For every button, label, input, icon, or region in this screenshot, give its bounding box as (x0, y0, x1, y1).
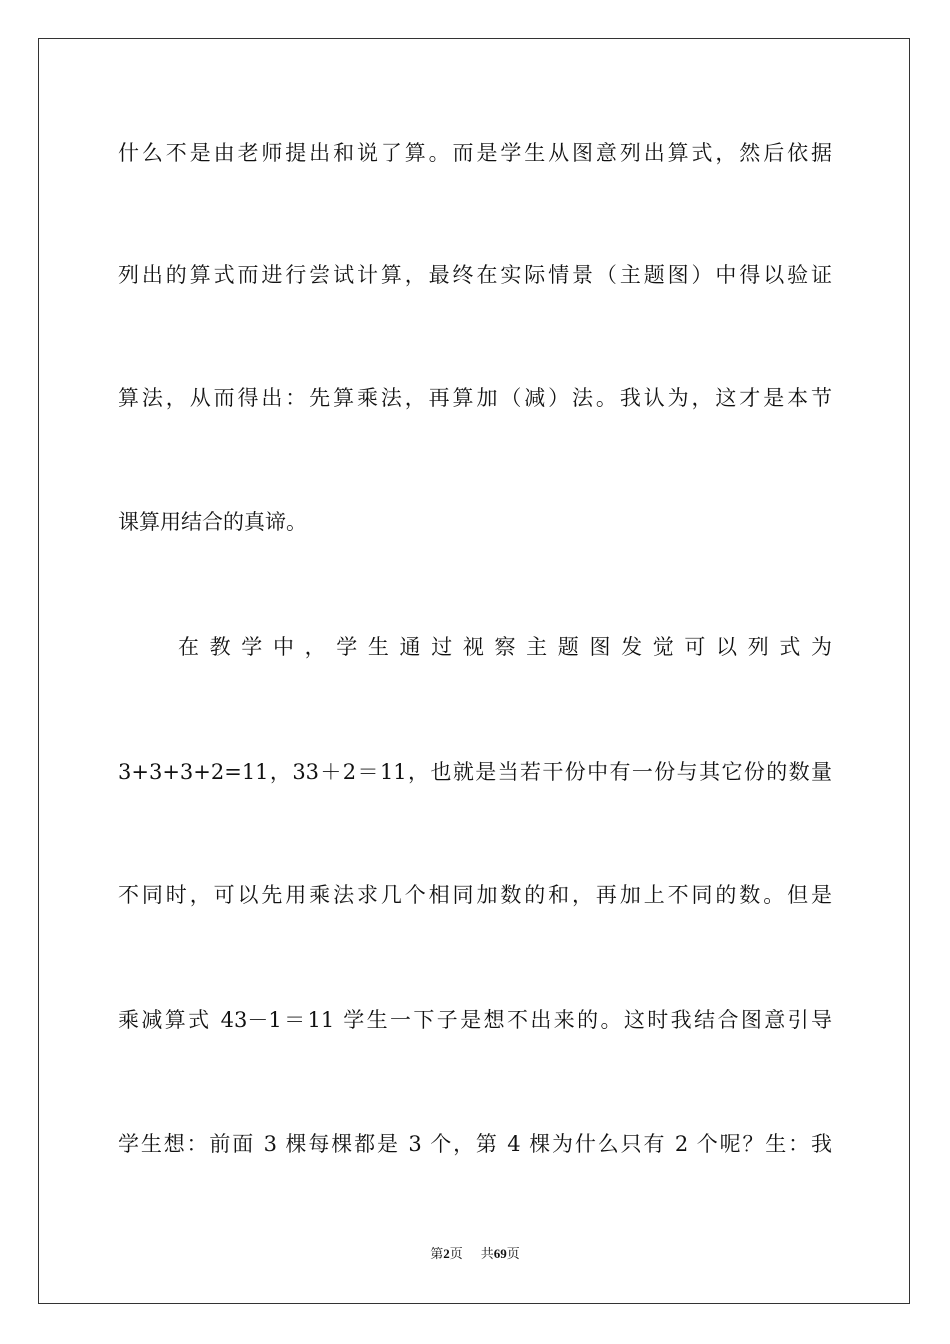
page-footer (0, 1245, 950, 1264)
text-line-1: 什么不是由老师提出和说了算。而是学生从图意列出算式，然后依据 (118, 141, 832, 165)
text-line-7: 不同时，可以先用乘法求几个相同加数的和，再加上不同的数。但是 (118, 883, 832, 907)
text-line-3: 算法，从而得出：先算乘法，再算加（减）法。我认为，这才是本节 (118, 386, 832, 410)
page-suffix: 页 (449, 1247, 463, 1262)
text-line-9: 学生想：前面 3 棵每棵都是 3 个，第 4 棵为什么只有 2 个呢？生：我 (118, 1132, 832, 1156)
total-pages: 69 (493, 1246, 507, 1261)
text-line-6: 3+3+3+2=11，33＋2＝11，也就是当若干份中有一份与其它份的数量 (118, 760, 832, 784)
text-line-8: 乘减算式 43－1＝11 学生一下子是想不出来的。这时我结合图意引导 (118, 1008, 832, 1032)
text-line-5: 在教学中，学生通过视察主题图发觉可以列式为 (178, 635, 832, 659)
text-line-4: 课算用结合的真谛。 (118, 510, 307, 534)
page-border (38, 38, 910, 1304)
page-prefix: 第 (430, 1247, 444, 1262)
total-prefix: 共 (480, 1247, 494, 1262)
total-suffix: 页 (506, 1247, 520, 1262)
page-number: 2 (443, 1246, 450, 1261)
text-line-2: 列出的算式而进行尝试计算，最终在实际情景（主题图）中得以验证 (118, 263, 832, 287)
